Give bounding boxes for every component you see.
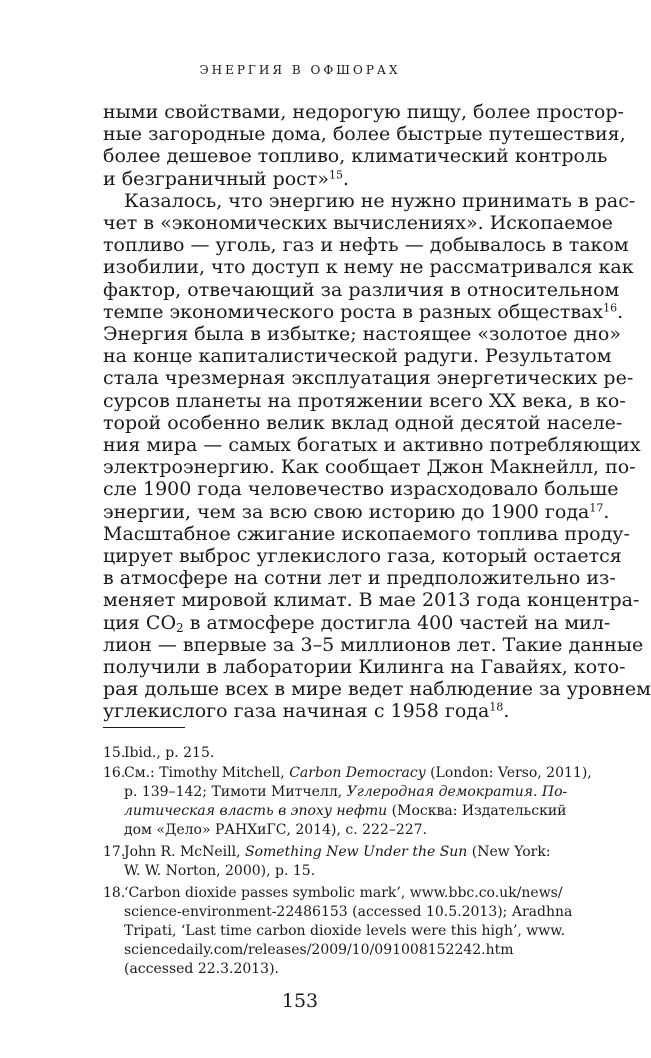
text-line: цирует выброс углекислого газа, который остается bbox=[103, 545, 622, 567]
footnote-line: ‘Carbon dioxide passes symbolic mark’, www.bbc.co.uk/news/ bbox=[124, 885, 563, 901]
footnote-number: 16. bbox=[103, 765, 126, 781]
text-span: . bbox=[342, 167, 349, 190]
text-span: . bbox=[617, 300, 624, 323]
footnote-number: 15. bbox=[103, 745, 126, 761]
footnote-line: sciencedaily.com/releases/2009/10/091008152242.htm bbox=[124, 942, 514, 958]
text-line: ными свойствами, недорогую пищу, более простор- bbox=[103, 101, 624, 123]
text-line: более дешевое топливо, климатический контроль bbox=[103, 145, 608, 168]
text-line: топливо — уголь, газ и нефть — добывалось в таком bbox=[103, 234, 629, 257]
text-line: Масштабное сжигание ископаемого топлива проду- bbox=[103, 522, 630, 545]
text-line: рая дольше всех в мире ведет наблюдение за уровнем bbox=[103, 678, 651, 701]
footnote-ref: 17 bbox=[589, 501, 604, 514]
text-span: энергии, чем за всю свою историю до 1900 года bbox=[103, 500, 590, 523]
running-head: ЭНЕРГИЯ В ОФШОРАХ bbox=[199, 63, 401, 77]
text-line: Энергия была в избытке; настоящее «золотое дно» bbox=[103, 323, 622, 345]
footnote-line: (accessed 22.3.2013). bbox=[124, 961, 280, 977]
text-span: углекислого газа начиная с 1958 года bbox=[103, 700, 490, 723]
text-line bbox=[103, 500, 610, 524]
text-line: в атмосфере на сотни лет и предположительно из- bbox=[103, 567, 616, 590]
footnote-line bbox=[124, 783, 568, 801]
footnote-ref: 15 bbox=[328, 168, 343, 181]
footnote-line bbox=[124, 764, 592, 782]
text-line: сурсов планеты на протяжении всего XX века, в ко- bbox=[103, 389, 626, 412]
footnote-number: 17. bbox=[103, 844, 126, 860]
text-line bbox=[103, 300, 624, 324]
text-line bbox=[103, 167, 527, 191]
footnote-line: Ibid., p. 215. bbox=[124, 745, 215, 761]
text-line: ные загородные дома, более быстрые путешествия, bbox=[103, 123, 626, 146]
text-line: фактор, отвечающий за различия в относительном bbox=[103, 278, 620, 301]
text-line: стала чрезмерная эксплуатация энергетических ре- bbox=[103, 367, 634, 390]
text-line bbox=[103, 611, 611, 635]
text-line: на конце капиталистической радуги. Результатом bbox=[103, 345, 612, 368]
footnote-ref: 16 bbox=[603, 301, 618, 315]
text-line: Казалось, что энергию не нужно принимать в рас- bbox=[124, 189, 636, 212]
footnote-line bbox=[124, 843, 551, 861]
footnote-ref: 18 bbox=[489, 700, 504, 714]
text-line: меняет мировой климат. В мае 2013 года концентра- bbox=[103, 589, 640, 612]
footnote-line: Tripati, ‘Last time carbon dioxide levels were this high’, www. bbox=[124, 923, 566, 939]
text-line: сле 1900 года человечество израсходовало больше bbox=[103, 478, 619, 501]
text-span: ция CO bbox=[103, 611, 177, 634]
text-span: (New York: bbox=[467, 844, 551, 860]
page-number: 153 bbox=[281, 990, 319, 1012]
text-span: (Москва: Издательский bbox=[387, 803, 567, 819]
text-span: p. 139–142; Тимоти Митчелл, bbox=[124, 784, 347, 800]
italic-span: Something New Under the Sun bbox=[245, 844, 468, 860]
text-line: электроэнергию. Как сообщает Джон Макнейлл, по- bbox=[103, 456, 636, 479]
text-line: ния мира — самых богатых и активно потребляющих bbox=[103, 434, 641, 456]
footnote-line: W. W. Norton, 2000), p. 15. bbox=[124, 863, 316, 879]
text-span: темпе экономического роста в разных обществах bbox=[103, 300, 604, 323]
text-span: См.: Timothy Mitchell, bbox=[124, 765, 290, 781]
text-span: . bbox=[603, 500, 610, 523]
italic-span: Carbon Democracy bbox=[289, 765, 426, 781]
footnote-line bbox=[124, 802, 567, 820]
subscript: 2 bbox=[176, 620, 184, 635]
footnote-rule bbox=[103, 727, 185, 728]
footnote-line: science-environment-22486153 (accessed 10.5.2013); Aradhna bbox=[124, 904, 573, 920]
italic-span: Углеродная демократия. По- bbox=[346, 784, 568, 800]
italic-span: литическая власть в эпоху нефти bbox=[124, 803, 388, 819]
text-span: и безграничный рост» bbox=[103, 167, 329, 190]
text-line bbox=[103, 699, 527, 723]
text-line: получили в лаборатории Килинга на Гавайях, кото- bbox=[103, 656, 626, 678]
text-line: торой особенно велик вклад одной десятой населе- bbox=[103, 411, 623, 434]
text-span: (London: Verso, 2011), bbox=[425, 765, 592, 781]
footnote-line: дом «Дело» РАНХиГС, 2014), с. 222–227. bbox=[124, 822, 427, 838]
text-line: лион — впервые за 3–5 миллионов лет. Такие данные bbox=[103, 633, 644, 656]
text-span: . bbox=[503, 700, 510, 723]
text-line: чет в «экономических вычислениях». Ископаемое bbox=[103, 212, 613, 234]
text-span: John R. McNeill, bbox=[124, 844, 246, 860]
footnote-number: 18. bbox=[103, 885, 126, 901]
text-line: изобилии, что доступ к нему не рассматривался как bbox=[103, 256, 634, 279]
text-span: в атмосфере достигла 400 частей на мил- bbox=[183, 611, 611, 634]
